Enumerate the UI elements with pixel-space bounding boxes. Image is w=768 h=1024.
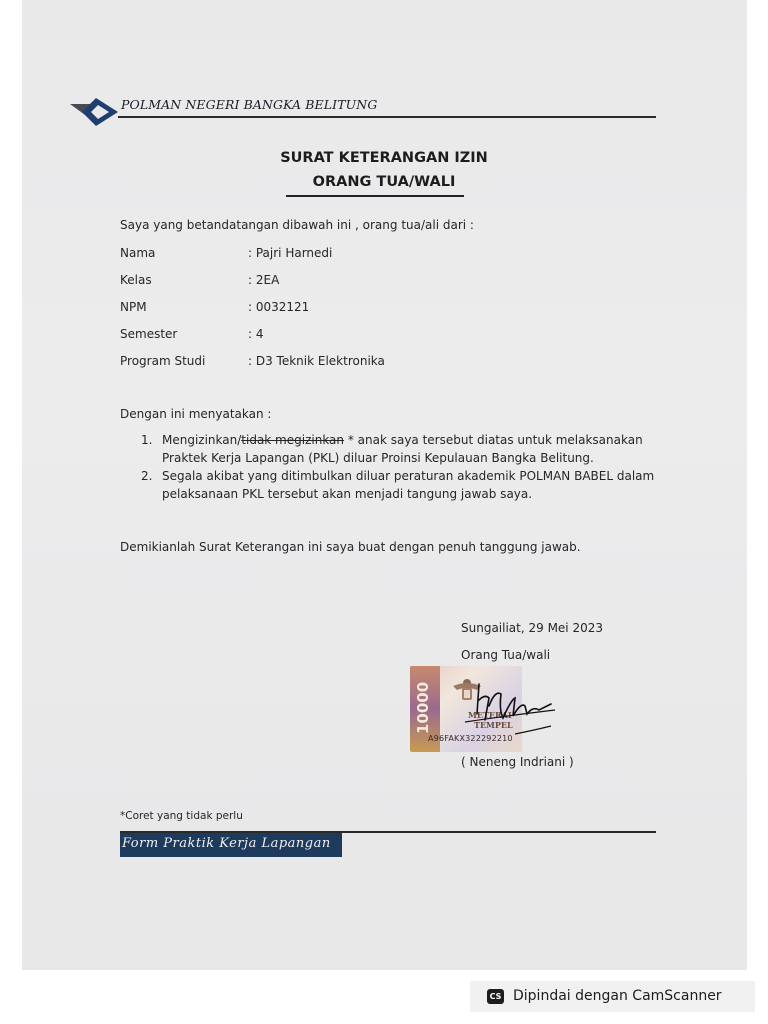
statement-heading: Dengan ini menyatakan : — [120, 407, 272, 421]
item-1-start: Mengizinkan/ — [162, 433, 242, 447]
intro-text: Saya yang betandatangan dibawah ini , orang tua/ali dari : — [120, 218, 474, 232]
document-page — [22, 0, 747, 970]
item-1-end: * anak saya tersebut diatas untuk melaksanakan — [344, 433, 643, 447]
field-label-kelas: Kelas — [120, 273, 152, 287]
field-value-npm: : 0032121 — [248, 300, 310, 314]
institution-name: POLMAN NEGERI BANGKA BELITUNG — [121, 97, 378, 112]
signatory-role: Orang Tua/wali — [461, 648, 551, 662]
camscanner-label: Dipindai dengan CamScanner — [513, 988, 722, 1004]
stamp-serial: A96FAKX322292210 — [428, 734, 513, 743]
document-title-line1: SURAT KETERANGAN IZIN — [280, 150, 488, 166]
polman-logo-icon — [70, 96, 120, 128]
handwritten-signature — [455, 676, 565, 750]
camscanner-icon: CS — [487, 989, 504, 1004]
closing-text: Demikianlah Surat Keterangan ini saya buat dengan penuh tanggung jawab. — [120, 540, 581, 554]
item-number-2: 2. — [141, 469, 153, 483]
item-1-line2: Praktek Kerja Lapangan (PKL) diluar Proinsi Kepulauan Bangka Belitung. — [162, 451, 594, 465]
item-1-struck-option: tidak megizinkan — [241, 433, 345, 447]
field-label-npm: NPM — [120, 300, 147, 314]
title-underline — [286, 195, 464, 197]
item-2-line2: pelaksanaan PKL tersebut akan menjadi tangung jawab saya. — [162, 487, 533, 501]
footnote: *Coret yang tidak perlu — [120, 810, 243, 822]
place-date: Sungailiat, 29 Mei 2023 — [461, 621, 603, 635]
item-number-1: 1. — [141, 433, 153, 447]
document-title-line2: ORANG TUA/WALI — [312, 174, 456, 190]
field-value-kelas: : 2EA — [248, 273, 280, 287]
header-divider — [118, 116, 656, 118]
footer-form-label: Form Praktik Kerja Lapangan — [122, 836, 331, 851]
stamp-label-meterai: METERAI — [468, 710, 512, 720]
field-value-program-studi: : D3 Teknik Elektronika — [248, 354, 385, 368]
field-label-nama: Nama — [120, 246, 156, 260]
field-value-semester: : 4 — [248, 327, 264, 341]
field-label-semester: Semester — [120, 327, 178, 341]
signatory-name: ( Neneng Indriani ) — [461, 755, 574, 769]
item-1-line1 — [162, 433, 643, 447]
stamp-value: 10000 — [414, 681, 432, 735]
stamp-label-tempel: TEMPEL — [474, 720, 513, 730]
field-value-nama: : Pajri Harnedi — [248, 246, 333, 260]
item-2-line1: Segala akibat yang ditimbulkan diluar peraturan akademik POLMAN BABEL dalam — [162, 469, 655, 483]
field-label-program-studi: Program Studi — [120, 354, 206, 368]
